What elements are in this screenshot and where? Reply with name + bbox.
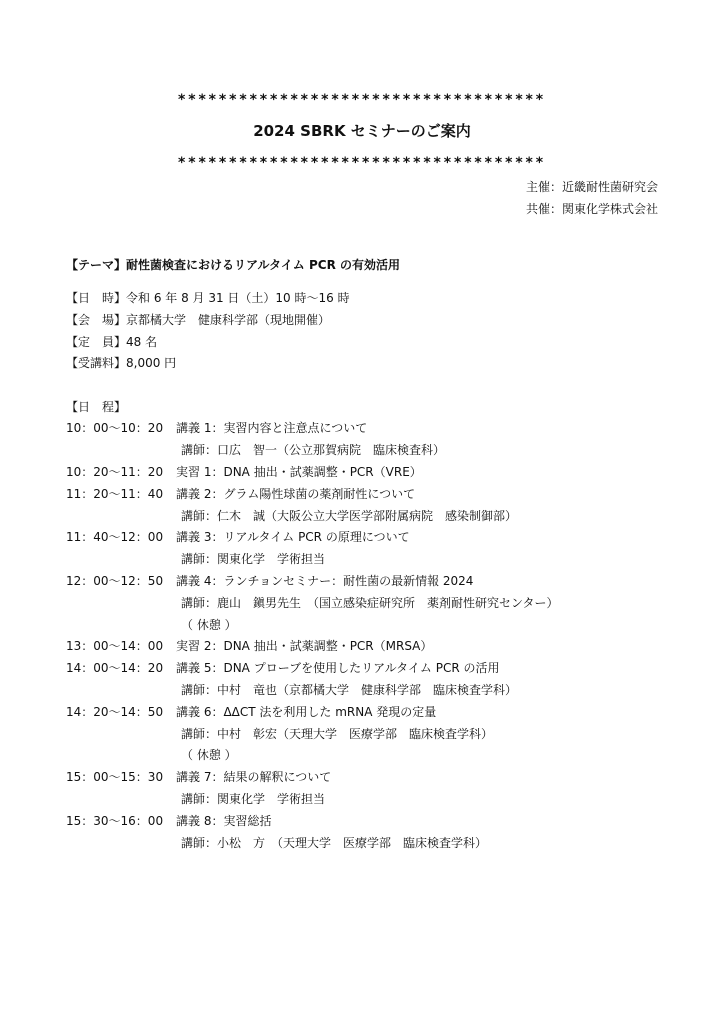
schedule-lecturer: 講師：仁木 誠（大阪公立大学医学部附属病院 感染制御部） [181, 509, 518, 523]
info-datetime: 【日 時】令和 6 年 8 月 31 日（土）10 時～16 時 [66, 291, 350, 305]
schedule-lecturer: 講師：鹿山 鎭男先生 （国立感染症研究所 薬剤耐性研究センター） [181, 596, 559, 610]
schedule-time: 11：40～12：00 [66, 530, 164, 544]
header-stars-bottom: ************************************ [178, 155, 546, 171]
schedule-heading: 【日 程】 [66, 400, 127, 414]
schedule-time: 14：20～14：50 [66, 705, 164, 719]
schedule-title: 講義 7：結果の解釈について [176, 770, 332, 784]
info-fee: 【受講料】8,000 円 [66, 356, 177, 370]
header-stars-top: ************************************ [178, 92, 546, 108]
schedule-title: 講義 5：DNA プローブを使用したリアルタイム PCR の活用 [176, 661, 500, 675]
schedule-title: 講義 6：ΔΔCT 法を利用した mRNA 発現の定量 [176, 705, 437, 719]
schedule-break: （ 休憩 ） [181, 748, 237, 762]
schedule-title: 講義 2：グラム陽性球菌の薬剤耐性について [176, 487, 416, 501]
schedule-lecturer: 講師：小松 方 （天理大学 医療学部 臨床検査学科） [181, 836, 488, 850]
schedule-time: 15：00～15：30 [66, 770, 164, 784]
schedule-title: 講義 1：実習内容と注意点について [176, 421, 368, 435]
schedule-lecturer: 講師：関東化学 学術担当 [181, 792, 326, 806]
schedule-title: 講義 8：実習総括 [176, 814, 272, 828]
schedule-title: 講義 4：ランチョンセミナー：耐性菌の最新情報 2024 [176, 574, 474, 588]
schedule-break: （ 休憩 ） [181, 618, 237, 632]
schedule-title: 実習 1：DNA 抽出・試薬調整・PCR（VRE） [176, 465, 422, 479]
schedule-lecturer: 講師：口広 智一（公立那賀病院 臨床検査科） [181, 443, 446, 457]
schedule-time: 13：00～14：00 [66, 639, 164, 653]
schedule-lecturer: 講師：中村 竜也（京都橘大学 健康科学部 臨床検査学科） [181, 683, 518, 697]
cosponsor: 共催：関東化学株式会社 [525, 202, 658, 216]
schedule-lecturer: 講師：関東化学 学術担当 [181, 552, 326, 566]
theme: 【テーマ】耐性菌検査におけるリアルタイム PCR の有効活用 [66, 258, 400, 272]
page-title: 2024 SBRK セミナーのご案内 [253, 122, 471, 140]
schedule-time: 12：00～12：50 [66, 574, 164, 588]
info-capacity: 【定 員】48 名 [66, 335, 158, 349]
schedule-time: 15：30～16：00 [66, 814, 164, 828]
schedule-title: 実習 2：DNA 抽出・試薬調整・PCR（MRSA） [176, 639, 433, 653]
schedule-title: 講義 3：リアルタイム PCR の原理について [176, 530, 410, 544]
info-venue: 【会 場】京都橘大学 健康科学部（現地開催） [66, 313, 331, 327]
schedule-time: 11：20～11：40 [66, 487, 164, 501]
schedule-time: 14：00～14：20 [66, 661, 164, 675]
organizer: 主催：近畿耐性菌研究会 [525, 180, 658, 194]
schedule-lecturer: 講師：中村 彰宏（天理大学 医療学部 臨床検査学科） [181, 727, 494, 741]
schedule-time: 10：20～11：20 [66, 465, 164, 479]
schedule-time: 10：00～10：20 [66, 421, 164, 435]
